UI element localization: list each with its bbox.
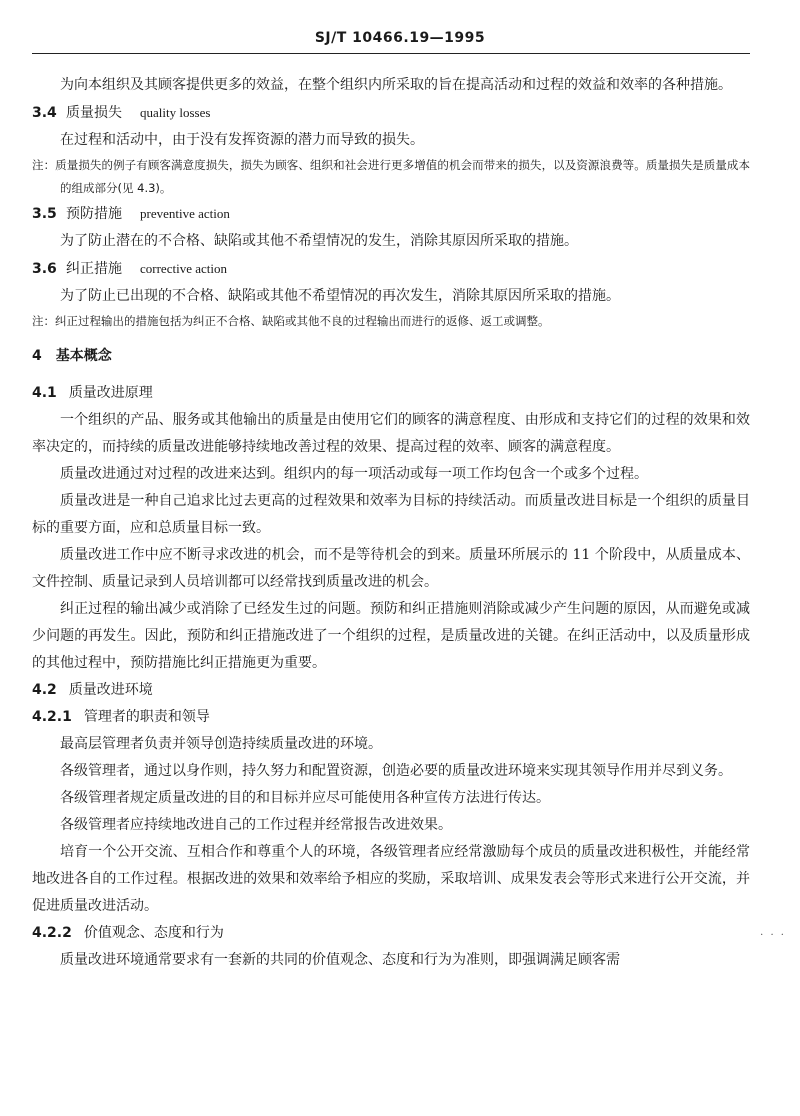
section-number: 3.4 <box>32 105 57 121</box>
paragraph-4-1-c: 质量改进是一种自己追求比过去更高的过程效果和效率为目标的持续活动。而质量改进目标是一个组织的质量目标的重要方面，应和总质量目标一致。 <box>32 493 750 536</box>
section-4-heading <box>32 343 750 370</box>
term-en: quality losses <box>140 105 211 120</box>
page-header-code: SJ/T 10466.19—1995 <box>314 30 486 46</box>
section-number: 4.2.2 <box>32 925 72 941</box>
section-number: 4.1 <box>32 385 57 401</box>
section-number: 4 <box>32 348 42 364</box>
section-number: 3.6 <box>32 261 57 277</box>
section-number: 3.5 <box>32 206 57 222</box>
section-title: 质量改进原理 <box>68 385 153 401</box>
paragraph-4-2-1-b: 各级管理者，通过以身作则，持久努力和配置资源，创造必要的质量改进环境来实现其领导作用并尽到义务。 <box>60 763 732 779</box>
paragraph-4-1-a: 一个组织的产品、服务或其他输出的质量是由使用它们的顾客的满意程度、由形成和支持它们的过程的效果和效率决定的，而持续的质量改进能够持续地改善过程的效果、提高过程的效率、顾客的满意程度。 <box>32 412 750 455</box>
section-title: 管理者的职责和领导 <box>83 709 210 725</box>
section-4-2-2-heading <box>32 920 750 947</box>
section-4-2-heading <box>32 677 750 704</box>
paragraph-4-1-d: 质量改进工作中应不断寻求改进的机会，而不是等待机会的到来。质量环所展示的 11 个阶段中，从质量成本、文件控制、质量记录到人员培训都可以经常找到质量改进的机会。 <box>32 547 750 590</box>
section-number: 4.2.1 <box>32 709 72 725</box>
term-cn: 预防措施 <box>66 206 122 222</box>
paragraph-4-2-1-d: 各级管理者应持续地改进自己的工作过程并经常报告改进效果。 <box>60 817 452 833</box>
note-3-4: 注：质量损失的例子有顾客满意度损失，损失为顾客、组织和社会进行更多增值的机会而带来的损失，以及资源浪费等。质量损失是质量成本的组成部分(见 4.3)。 <box>32 158 750 195</box>
definition-3-4: 在过程和活动中，由于没有发挥资源的潜力而导致的损失。 <box>60 132 424 148</box>
margin-mark: · · · <box>760 930 786 941</box>
term-en: preventive action <box>140 206 230 221</box>
header-rule <box>32 53 750 54</box>
section-3-4-heading <box>32 99 750 127</box>
section-title: 基本概念 <box>55 348 112 364</box>
term-cn: 质量损失 <box>66 105 122 121</box>
section-title: 质量改进环境 <box>68 682 153 698</box>
section-number: 4.2 <box>32 682 57 698</box>
section-4-1-heading <box>32 380 750 407</box>
note-3-6: 注：纠正过程输出的措施包括为纠正不合格、缺陷或其他不良的过程输出而进行的返修、返工或调整。 <box>32 314 550 328</box>
paragraph-4-1-e: 纠正过程的输出减少或消除了已经发生过的问题。预防和纠正措施则消除或减少产生问题的原因，从而避免或减少问题的再发生。因此，预防和纠正措施改进了一个组织的过程，是质量改进的关键。在纠正活动中，以及质量形成的其他过程中，预防措施比纠正措施更为重要。 <box>32 601 750 671</box>
paragraph-4-2-2-a: 质量改进环境通常要求有一套新的共同的价值观念、态度和行为为准则，即强调满足顾客需 <box>60 952 620 968</box>
section-3-5-heading <box>32 200 750 228</box>
paragraph-4-1-b: 质量改进通过对过程的改进来达到。组织内的每一项活动或每一项工作均包含一个或多个过程。 <box>60 466 648 482</box>
section-4-2-1-heading <box>32 704 750 731</box>
term-cn: 纠正措施 <box>66 261 122 277</box>
document-body <box>32 72 750 974</box>
paragraph-4-2-1-a: 最高层管理者负责并领导创造持续质量改进的环境。 <box>60 736 382 752</box>
term-en: corrective action <box>140 261 227 276</box>
section-title: 价值观念、态度和行为 <box>83 925 224 941</box>
definition-3-5: 为了防止潜在的不合格、缺陷或其他不希望情况的发生，消除其原因所采取的措施。 <box>60 233 578 249</box>
paragraph-4-2-1-c: 各级管理者规定质量改进的目的和目标并应尽可能使用各种宣传方法进行传达。 <box>60 790 550 806</box>
paragraph-continuation: 为向本组织及其顾客提供更多的效益，在整个组织内所采取的旨在提高活动和过程的效益和效率的各种措施。 <box>60 77 732 93</box>
paragraph-4-2-1-e: 培育一个公开交流、互相合作和尊重个人的环境，各级管理者应经常激励每个成员的质量改进积极性，并能经常地改进各自的工作过程。根据改进的效果和效率给予相应的奖励，采取培训、成果发表会等形式来进行公开交流，并促进质量改进活动。 <box>32 844 750 914</box>
section-3-6-heading <box>32 255 750 283</box>
definition-3-6: 为了防止已出现的不合格、缺陷或其他不希望情况的再次发生，消除其原因所采取的措施。 <box>60 288 620 304</box>
